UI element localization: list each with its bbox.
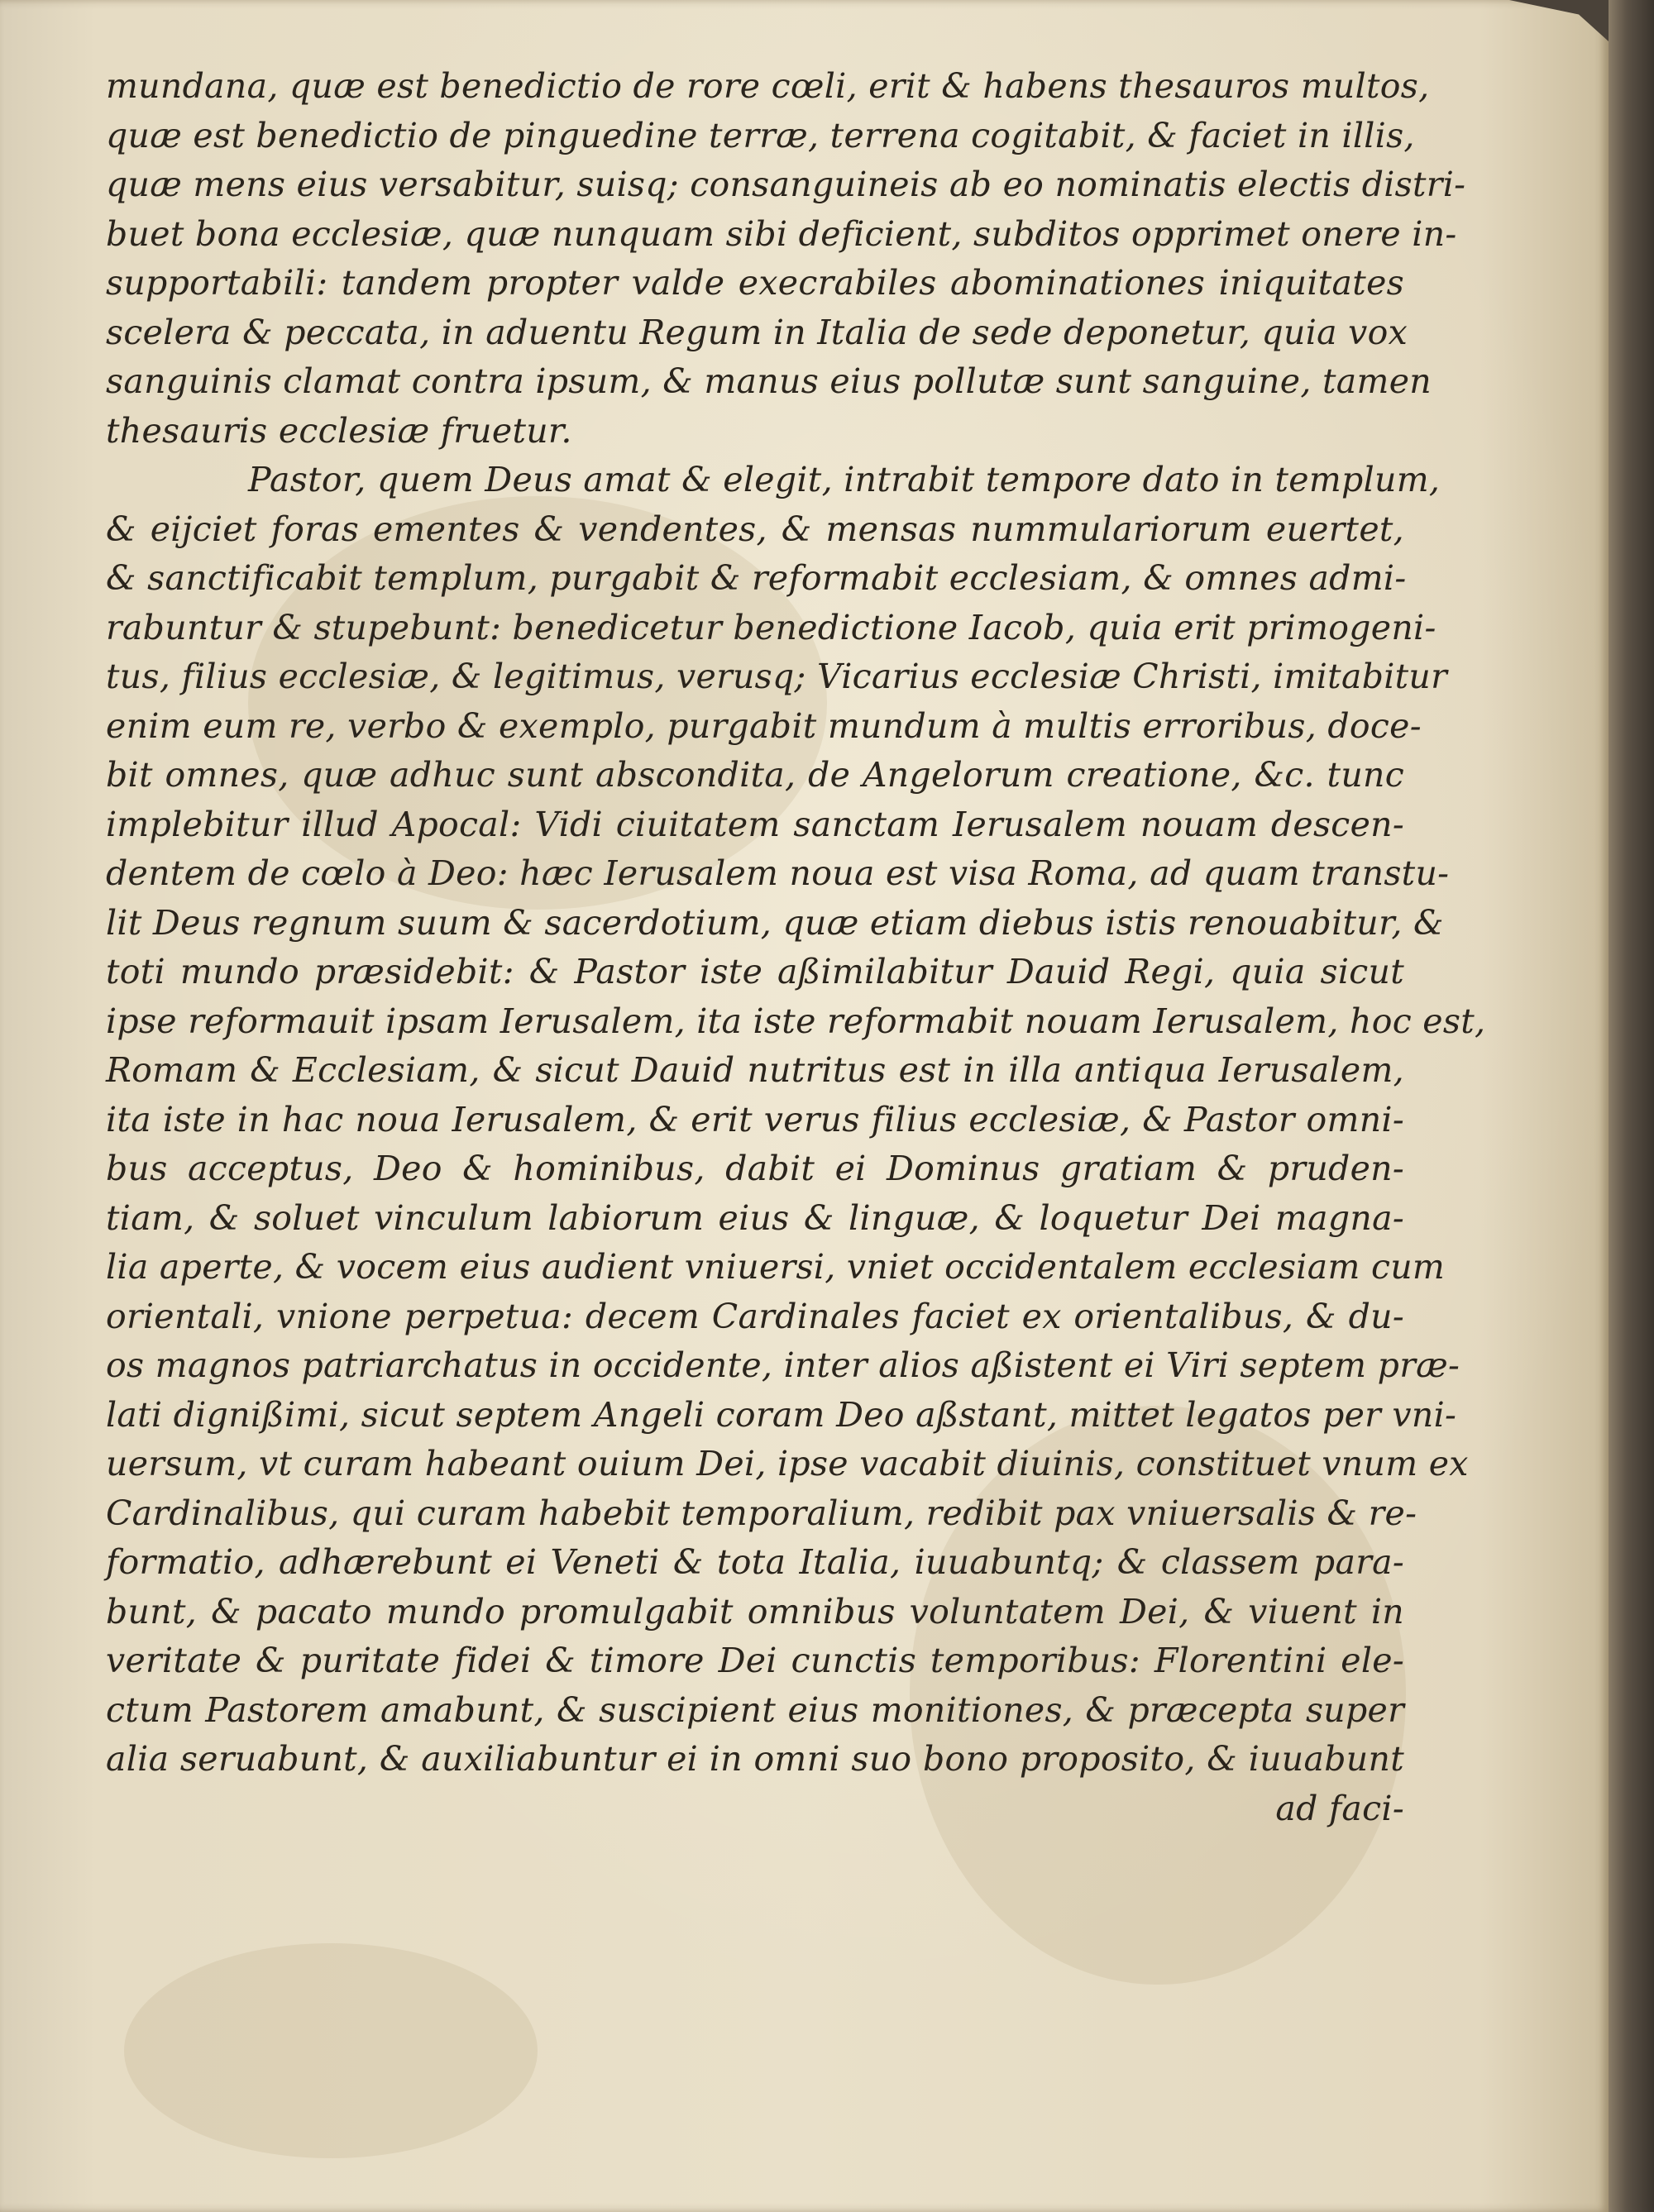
text-line: sanguinis clamat contra ipsum, & manus eius pollutæ sunt sanguine, tamen (106, 361, 1432, 401)
paragraph-start-line: Pastor, quem Deus amat & elegit, intrabit tempore dato in templum, (248, 460, 1441, 499)
text-line: supportabili: tandem propter valde execrabiles abominationes iniquitates (106, 263, 1404, 303)
paragraph-end-line: thesauris ecclesiæ fruetur. (106, 410, 572, 451)
catchword: ad faci- (1275, 1788, 1404, 1828)
text-line: uersum, vt curam habeant ouium Dei, ipse vacabit diuinis, constituet vnum ex (106, 1444, 1469, 1483)
text-line: quæ mens eius versabitur, suisq; consanguineis ab eo nominatis electis distri- (106, 165, 1466, 204)
text-line: ita iste in hac noua Ierusalem, & erit verus filius ecclesiæ, & Pastor omni- (106, 1099, 1404, 1139)
body-text (106, 62, 1486, 1833)
paper-stain (124, 1943, 538, 2158)
text-line: lati dignißimi, sicut septem Angeli coram Deo aßstant, mittet legatos per vni- (106, 1394, 1457, 1435)
text-line: bit omnes, quæ adhuc sunt abscondita, de Angelorum creatione, &c. tunc (106, 755, 1404, 795)
text-line: formatio, adhærebunt ei Veneti & tota Italia, iuuabuntq; & classem para- (106, 1542, 1404, 1582)
text-line: & eijciet foras ementes & vendentes, & mensas nummulariorum euertet, (106, 509, 1404, 549)
text-line: tus, filius ecclesiæ, & legitimus, verusq; Vicarius ecclesiæ Christi, imitabitur (106, 657, 1448, 696)
text-line: & sanctificabit templum, purgabit & reformabit ecclesiam, & omnes admi- (106, 558, 1407, 598)
text-line: tiam, & soluet vinculum labiorum eius & linguæ, & loquetur Dei magna- (106, 1197, 1404, 1238)
text-line: veritate & puritate fidei & timore Dei cunctis temporibus: Florentini ele- (106, 1641, 1404, 1680)
text-line: scelera & peccata, in aduentu Regum in Italia de sede deponetur, quia vox (106, 312, 1408, 352)
text-line: ipse reformauit ipsam Ierusalem, ita iste reformabit nouam Ierusalem, hoc est, (106, 1001, 1486, 1041)
text-line: quæ est benedictio de pinguedine terræ, terrena cogitabit, & faciet in illis, (106, 115, 1415, 155)
text-line: lit Deus regnum suum & sacerdotium, quæ etiam diebus istis renouabitur, & (106, 902, 1444, 943)
text-line: rabuntur & stupebunt: benedicetur benedictione Iacob, quia erit primogeni- (106, 607, 1436, 647)
text-line: alia seruabunt, & auxiliabuntur ei in omni suo bono proposito, & iuuabunt (106, 1739, 1404, 1779)
text-line: Romam & Ecclesiam, & sicut Dauid nutritus est in illa antiqua Ierusalem, (106, 1050, 1404, 1090)
text-line: dentem de cœlo à Deo: hæc Ierusalem noua est visa Roma, ad quam transtu- (106, 853, 1450, 893)
text-line: buet bona ecclesiæ, quæ nunquam sibi deficient, subditos opprimet onere in- (106, 213, 1457, 254)
text-line: enim eum re, verbo & exemplo, purgabit mundum à multis erroribus, doce- (106, 705, 1422, 746)
text-line: ctum Pastorem amabunt, & suscipient eius monitiones, & præcepta super (106, 1689, 1404, 1730)
text-line: Cardinalibus, qui curam habebit temporalium, redibit pax vniuersalis & re- (106, 1493, 1417, 1533)
text-line: lia aperte, & vocem eius audient vniuersi, vniet occidentalem ecclesiam cum (106, 1247, 1446, 1287)
text-line: os magnos patriarchatus in occidente, inter alios aßistent ei Viri septem præ- (106, 1345, 1460, 1385)
text-line: mundana, quæ est benedictio de rore cœli, erit & habens thesauros multos, (106, 66, 1430, 106)
page-edge-shadow (1609, 0, 1654, 2212)
text-line: toti mundo præsidebit: & Pastor iste aßimilabitur Dauid Regi, quia sicut (106, 952, 1404, 991)
text-line: orientali, vnione perpetua: decem Cardinales faciet ex orientalibus, & du- (106, 1296, 1404, 1336)
text-line: bus acceptus, Deo & hominibus, dabit ei Dominus gratiam & pruden- (106, 1149, 1404, 1188)
text-line: implebitur illud Apocal: Vidi ciuitatem sanctam Ierusalem nouam descen- (106, 804, 1404, 844)
text-line: bunt, & pacato mundo promulgabit omnibus voluntatem Dei, & viuent in (106, 1591, 1404, 1632)
